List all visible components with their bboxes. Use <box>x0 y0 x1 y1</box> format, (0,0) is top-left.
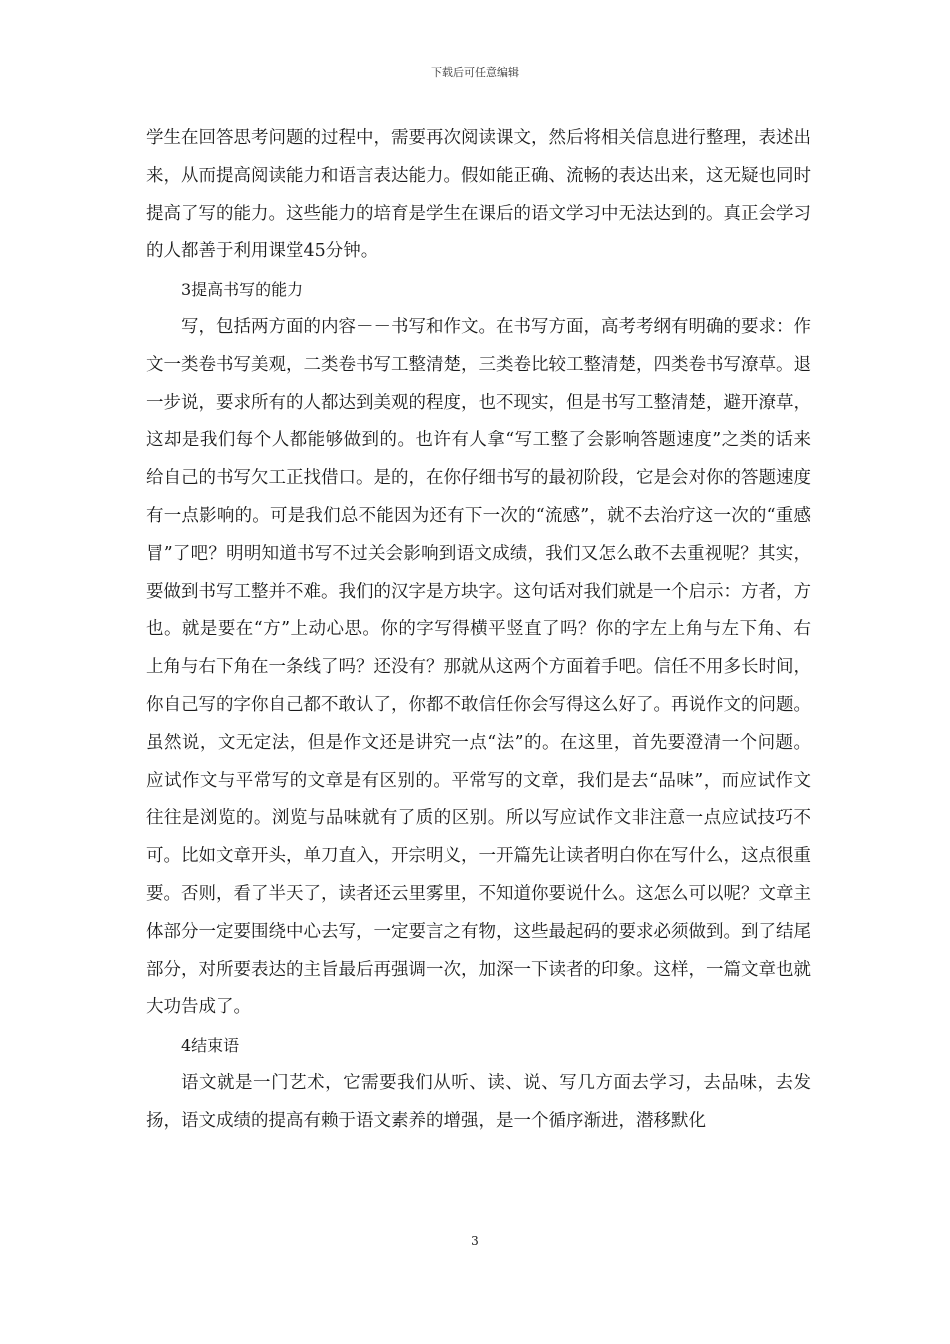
page-header: 下载后可任意编辑 <box>431 66 519 79</box>
document-body <box>146 120 811 1141</box>
section-heading-writing-ability: 3提高书写的能力 <box>181 280 304 300</box>
paragraph-writing: 写，包括两方面的内容－－书写和作文。在书写方面，高考考纲有明确的要求：作文一类卷书写美观，二类卷书写工整清楚，三类卷比较工整清楚，四类卷书写潦草。退一步说，要求所有的人都达到美观的程度，也不现实，但是书写工整清楚，避开潦草，这却是我们每个人都能够做到的。也许有人拿“写工整了会影响答题速度”之类的话来给自己的书写欠工正找借口。是的，在你仔细书写的最初阶段，它是会对你的答题速度有一点影响的。可是我们总不能因为还有下一次的“流感”，就不去治疗这一次的“重感冒”了吧？明明知道书写不过关会影响到语文成绩，我们又怎么敢不去重视呢？其实，要做到书写工整并不难。我们的汉字是方块字。这句话对我们就是一个启示：方者，方也。就是要在“方”上动心思。你的字写得横平竖直了吗？你的字左上角与左下角、右上角与右下角在一条线了吗？还没有？那就从这两个方面着手吧。信任不用多长时间，你自己写的字你自己都不敢认了，你都不敢信任你会写得这么好了。再说作文的问题。虽然说，文无定法，但是作文还是讲究一点“法”的。在这里，首先要澄清一个问题。应试作文与平常写的文章是有区别的。平常写的文章，我们是去“品味”，而应试作文往往是浏览的。浏览与品味就有了质的区别。所以写应试作文非注意一点应试技巧不可。比如文章开头，单刀直入，开宗明义，一开篇先让读者明白你在写什么，这点很重要。否则，看了半天了，读者还云里雾里，不知道你要说什么。这怎么可以呢？文章主体部分一定要围绕中心去写，一定要言之有物，这些最起码的要求必须做到。到了结尾部分，对所要表达的主旨最后再强调一次，加深一下读者的印象。这样，一篇文章也就大功告成了。 <box>146 316 811 1018</box>
section-heading-conclusion: 4结束语 <box>181 1036 240 1056</box>
paragraph-reading-ability: 学生在回答思考问题的过程中，需要再次阅读课文，然后将相关信息进行整理，表述出来，从而提高阅读能力和语言表达能力。假如能正确、流畅的表达出来，这无疑也同时提高了写的能力。这些能力的培育是学生在课后的语文学习中无法达到的。真正会学习的人都善于利用课堂45分钟。 <box>146 128 811 262</box>
paragraph-conclusion: 语文就是一门艺术，它需要我们从听、读、说、写几方面去学习，去品味，去发扬，语文成绩的提高有赖于语文素养的增强，是一个循序渐进，潜移默化 <box>146 1072 811 1131</box>
page-number: 3 <box>471 1234 479 1248</box>
